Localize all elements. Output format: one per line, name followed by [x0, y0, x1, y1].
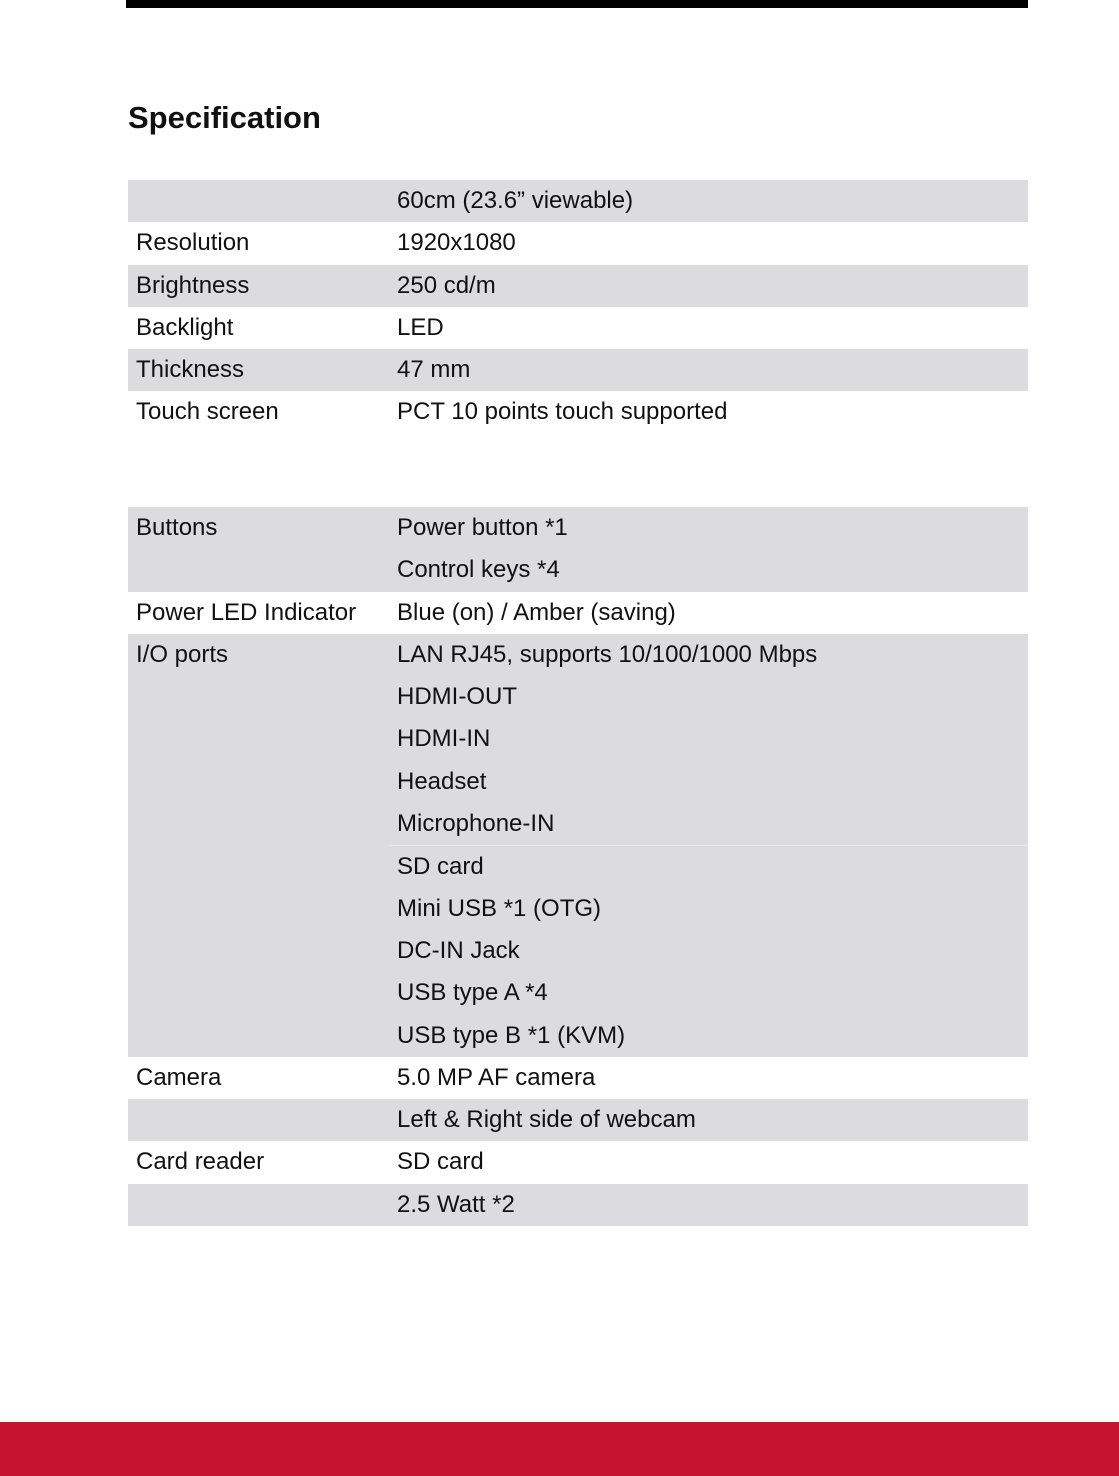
- spec-label: Resolution: [136, 229, 250, 257]
- spec-label: [128, 1184, 389, 1226]
- spec-table-display: [128, 180, 1028, 434]
- spec-row: [128, 265, 1028, 307]
- spec-value: 60cm (23.6” viewable): [397, 187, 634, 214]
- spec-value: 1920x1080: [397, 229, 516, 257]
- spec-value: 250 cd/m: [397, 271, 496, 299]
- footer-bar: [0, 1422, 1119, 1476]
- spec-label: Camera: [136, 1063, 222, 1091]
- spec-label: Card reader: [136, 1148, 265, 1176]
- spec-value: Mini USB *1 (OTG): [397, 894, 602, 922]
- spec-value: DC-IN Jack: [397, 936, 520, 964]
- spec-value: Power button *1: [397, 514, 568, 541]
- spec-value: Microphone-IN: [397, 810, 555, 838]
- spec-row: [128, 592, 1028, 634]
- spec-row: [128, 1184, 1028, 1226]
- spec-value: Blue (on) / Amber (saving): [397, 598, 676, 626]
- spec-value: 47 mm: [397, 356, 471, 384]
- spec-row: [128, 349, 1028, 391]
- spec-label: Brightness: [136, 271, 250, 299]
- spec-value: LAN RJ45, supports 10/100/1000 Mbps: [397, 640, 818, 668]
- spec-value: 2.5 Watt *2: [397, 1190, 515, 1218]
- spec-row: [128, 1141, 1028, 1183]
- spec-value: USB type A *4: [397, 979, 548, 1007]
- spec-value: SD card: [389, 845, 1028, 887]
- spec-value: HDMI-IN: [397, 725, 491, 753]
- header-bar: [126, 0, 1028, 8]
- spec-value: Left & Right side of webcam: [397, 1106, 696, 1134]
- spec-table-hardware: [128, 507, 1028, 1226]
- spec-label: Backlight: [136, 313, 234, 341]
- spec-row: [128, 1057, 1028, 1099]
- spec-label: [128, 1099, 389, 1141]
- spec-value: 5.0 MP AF camera: [397, 1063, 596, 1091]
- spec-row: [128, 391, 1028, 433]
- page-title: Specification: [128, 100, 321, 135]
- spec-label: Power LED Indicator: [136, 598, 357, 626]
- spec-row: [128, 180, 1028, 222]
- spec-value: PCT 10 points touch supported: [397, 398, 728, 426]
- spec-value: SD card: [397, 1148, 484, 1176]
- spec-label: Buttons: [136, 514, 218, 541]
- spec-value: Headset: [397, 767, 487, 795]
- spec-row: [128, 222, 1028, 264]
- spec-value: Control keys *4: [397, 556, 560, 584]
- spec-value: LED: [397, 313, 444, 341]
- spec-value: USB type B *1 (KVM): [397, 1021, 626, 1049]
- spec-label: I/O ports: [136, 640, 229, 668]
- spec-label: Touch screen: [136, 398, 279, 426]
- spec-label: Thickness: [136, 356, 245, 384]
- spec-row: [128, 634, 1028, 1057]
- spec-value: HDMI-OUT: [397, 683, 517, 711]
- spec-row: [128, 1099, 1028, 1141]
- spec-label: [128, 180, 389, 222]
- spec-row: [128, 307, 1028, 349]
- spec-row: [128, 507, 1028, 592]
